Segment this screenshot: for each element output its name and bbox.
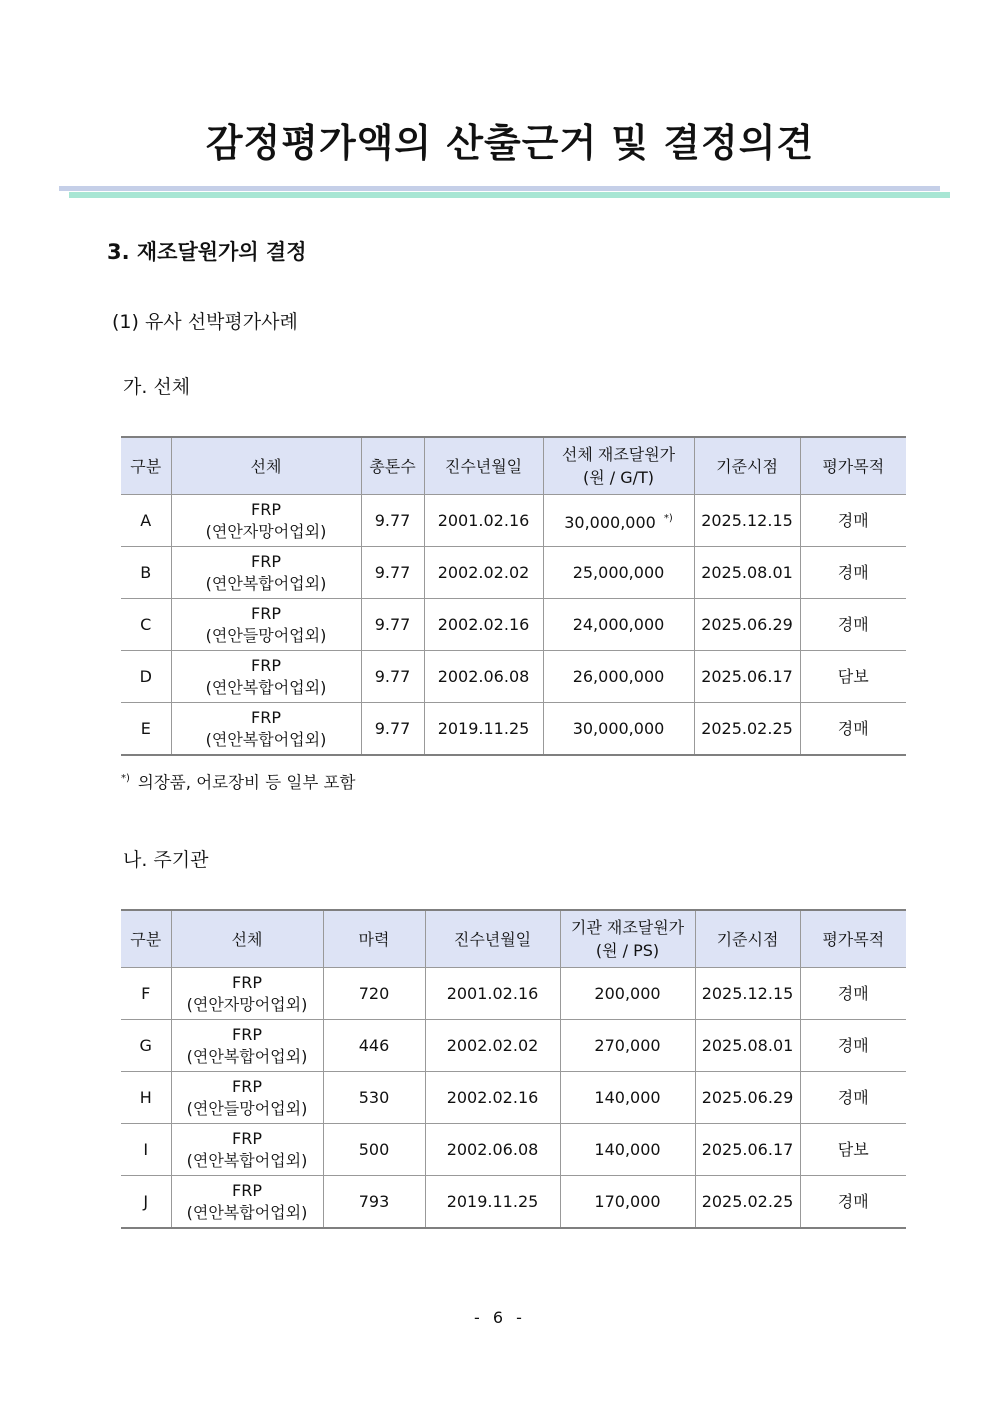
table-row bbox=[121, 1072, 906, 1124]
cell-tonnage: 9.77 bbox=[361, 547, 424, 599]
cell-tonnage: 9.77 bbox=[361, 651, 424, 703]
cell-base-date: 2025.08.01 bbox=[695, 1020, 800, 1072]
cell-launch-date: 2002.06.08 bbox=[425, 1124, 560, 1176]
cell-hull-material: FRP bbox=[251, 707, 281, 727]
cell-hull-fishery: (연안들망어업외) bbox=[205, 625, 327, 645]
col-header-tonnage: 총톤수 bbox=[361, 437, 424, 495]
cell-base-date: 2025.12.15 bbox=[694, 495, 800, 547]
cell-id: E bbox=[121, 703, 171, 756]
cell-cost bbox=[560, 1072, 695, 1124]
cell-base-date: 2025.06.29 bbox=[695, 1072, 800, 1124]
cell-purpose: 경매 bbox=[800, 968, 906, 1020]
cell-cost bbox=[560, 1020, 695, 1072]
cell-cost-value: 170,000 bbox=[594, 1191, 661, 1211]
cell-horsepower: 446 bbox=[323, 1020, 425, 1072]
col-header-base-date: 기준시점 bbox=[695, 910, 800, 968]
cell-cost-value: 30,000,000 bbox=[572, 718, 665, 738]
cell-cost-footnote-mark: *) bbox=[663, 512, 673, 524]
cell-purpose: 경매 bbox=[800, 599, 906, 651]
cell-horsepower: 530 bbox=[323, 1072, 425, 1124]
cell-hull bbox=[171, 1020, 323, 1072]
cell-hull bbox=[171, 651, 361, 703]
cell-launch-date: 2019.11.25 bbox=[424, 703, 543, 756]
cell-hull-fishery: (연안자망어업외) bbox=[205, 521, 327, 541]
col-header-purpose: 평가목적 bbox=[800, 437, 906, 495]
cell-cost bbox=[543, 651, 694, 703]
cell-hull bbox=[171, 968, 323, 1020]
cell-launch-date: 2002.06.08 bbox=[424, 651, 543, 703]
table-row bbox=[121, 651, 906, 703]
cell-cost bbox=[543, 547, 694, 599]
cell-base-date: 2025.02.25 bbox=[695, 1176, 800, 1229]
cell-launch-date: 2001.02.16 bbox=[424, 495, 543, 547]
cell-base-date: 2025.06.29 bbox=[694, 599, 800, 651]
hull-table bbox=[121, 436, 906, 756]
cell-purpose: 경매 bbox=[800, 547, 906, 599]
cell-id: G bbox=[121, 1020, 171, 1072]
cell-launch-date: 2002.02.02 bbox=[425, 1020, 560, 1072]
title-rule-top bbox=[59, 186, 940, 191]
cell-cost-value: 270,000 bbox=[594, 1035, 661, 1055]
hull-heading: 가. 선체 bbox=[123, 376, 191, 398]
footnote-mark: *) bbox=[121, 773, 130, 784]
col-header-hull-cost bbox=[543, 437, 694, 495]
cell-tonnage: 9.77 bbox=[361, 495, 424, 547]
col-header-horsepower: 마력 bbox=[323, 910, 425, 968]
page-title: 감정평가액의 산출근거 및 결정의견 bbox=[205, 121, 815, 165]
cell-hull-fishery: (연안자망어업외) bbox=[186, 994, 308, 1014]
cell-launch-date: 2002.02.02 bbox=[424, 547, 543, 599]
cell-id: D bbox=[121, 651, 171, 703]
col-header-engine-cost-label: 기관 재조달원가 bbox=[570, 918, 685, 937]
engine-header-row bbox=[121, 910, 906, 968]
cell-hull-fishery: (연안복합어업외) bbox=[186, 1202, 308, 1222]
cell-hull-material: FRP bbox=[251, 603, 281, 623]
cell-purpose: 담보 bbox=[800, 651, 906, 703]
table-row bbox=[121, 599, 906, 651]
cell-launch-date: 2019.11.25 bbox=[425, 1176, 560, 1229]
cell-hull-fishery: (연안복합어업외) bbox=[205, 677, 327, 697]
table-row bbox=[121, 1124, 906, 1176]
table-row bbox=[121, 1020, 906, 1072]
cell-hull-material: FRP bbox=[232, 1076, 262, 1096]
cell-launch-date: 2002.02.16 bbox=[425, 1072, 560, 1124]
col-header-base-date: 기준시점 bbox=[694, 437, 800, 495]
cell-base-date: 2025.06.17 bbox=[695, 1124, 800, 1176]
cell-cost-value: 25,000,000 bbox=[572, 562, 665, 582]
col-header-purpose: 평가목적 bbox=[800, 910, 906, 968]
cell-hull-material: FRP bbox=[232, 1180, 262, 1200]
col-header-engine-cost bbox=[560, 910, 695, 968]
table-row bbox=[121, 547, 906, 599]
cell-horsepower: 720 bbox=[323, 968, 425, 1020]
cell-cost-value: 30,000,000 bbox=[564, 512, 656, 532]
cell-hull-material: FRP bbox=[232, 1024, 262, 1044]
cell-cost-value: 140,000 bbox=[594, 1087, 661, 1107]
cell-id: J bbox=[121, 1176, 171, 1229]
cell-cost bbox=[543, 495, 694, 547]
table-row bbox=[121, 1176, 906, 1229]
cell-base-date: 2025.02.25 bbox=[694, 703, 800, 756]
cell-hull bbox=[171, 495, 361, 547]
cell-purpose: 경매 bbox=[800, 495, 906, 547]
col-header-hull: 선체 bbox=[171, 910, 323, 968]
cell-id: H bbox=[121, 1072, 171, 1124]
table-row bbox=[121, 495, 906, 547]
col-header-hull: 선체 bbox=[171, 437, 361, 495]
cell-hull-material: FRP bbox=[232, 1128, 262, 1148]
cell-purpose: 경매 bbox=[800, 703, 906, 756]
cell-hull bbox=[171, 1176, 323, 1229]
cell-horsepower: 793 bbox=[323, 1176, 425, 1229]
cell-hull-material: FRP bbox=[251, 499, 281, 519]
title-rule-bottom bbox=[69, 192, 950, 198]
cell-hull-fishery: (연안복합어업외) bbox=[205, 729, 327, 749]
col-header-hull-cost-label: 선체 재조달원가 bbox=[561, 445, 676, 464]
cell-purpose: 담보 bbox=[800, 1124, 906, 1176]
cell-cost-value: 140,000 bbox=[594, 1139, 661, 1159]
table-row bbox=[121, 703, 906, 756]
cell-base-date: 2025.12.15 bbox=[695, 968, 800, 1020]
cell-tonnage: 9.77 bbox=[361, 703, 424, 756]
cell-hull bbox=[171, 1124, 323, 1176]
engine-table bbox=[121, 909, 906, 1229]
col-header-hull-cost-unit: (원 / G/T) bbox=[582, 468, 655, 487]
cell-cost bbox=[560, 968, 695, 1020]
cell-hull bbox=[171, 1072, 323, 1124]
cell-id: F bbox=[121, 968, 171, 1020]
cell-hull-fishery: (연안복합어업외) bbox=[205, 573, 327, 593]
cell-base-date: 2025.08.01 bbox=[694, 547, 800, 599]
cell-id: B bbox=[121, 547, 171, 599]
page-number: - 6 - bbox=[474, 1308, 526, 1327]
engine-heading: 나. 주기관 bbox=[123, 849, 209, 871]
col-header-launch-date: 진수년월일 bbox=[424, 437, 543, 495]
cell-hull bbox=[171, 599, 361, 651]
cell-launch-date: 2001.02.16 bbox=[425, 968, 560, 1020]
cell-id: I bbox=[121, 1124, 171, 1176]
col-header-id: 구분 bbox=[121, 437, 171, 495]
cell-tonnage: 9.77 bbox=[361, 599, 424, 651]
cell-id: A bbox=[121, 495, 171, 547]
cell-cost-value: 200,000 bbox=[594, 983, 661, 1003]
cell-hull-material: FRP bbox=[251, 551, 281, 571]
hull-footnote bbox=[121, 769, 355, 793]
cell-cost-value: 24,000,000 bbox=[572, 614, 665, 634]
footnote-text: 의장품, 어로장비 등 일부 포함 bbox=[137, 773, 356, 792]
cell-id: C bbox=[121, 599, 171, 651]
cell-hull-fishery: (연안복합어업외) bbox=[186, 1046, 308, 1066]
table-row bbox=[121, 968, 906, 1020]
cell-cost bbox=[560, 1124, 695, 1176]
section-heading: 3. 재조달원가의 결정 bbox=[107, 240, 307, 264]
cell-horsepower: 500 bbox=[323, 1124, 425, 1176]
col-header-engine-cost-unit: (원 / PS) bbox=[595, 941, 660, 960]
cell-cost bbox=[543, 703, 694, 756]
cell-hull-material: FRP bbox=[251, 655, 281, 675]
col-header-id: 구분 bbox=[121, 910, 171, 968]
subsection-heading: (1) 유사 선박평가사례 bbox=[112, 311, 298, 333]
cell-cost-value: 26,000,000 bbox=[572, 666, 665, 686]
hull-header-row bbox=[121, 437, 906, 495]
cell-purpose: 경매 bbox=[800, 1176, 906, 1229]
cell-hull-fishery: (연안복합어업외) bbox=[186, 1150, 308, 1170]
cell-base-date: 2025.06.17 bbox=[694, 651, 800, 703]
cell-cost bbox=[543, 599, 694, 651]
cell-hull bbox=[171, 547, 361, 599]
cell-launch-date: 2002.02.16 bbox=[424, 599, 543, 651]
cell-hull bbox=[171, 703, 361, 756]
cell-hull-material: FRP bbox=[232, 972, 262, 992]
col-header-launch-date: 진수년월일 bbox=[425, 910, 560, 968]
cell-cost bbox=[560, 1176, 695, 1229]
cell-purpose: 경매 bbox=[800, 1072, 906, 1124]
cell-hull-fishery: (연안들망어업외) bbox=[186, 1098, 308, 1118]
cell-purpose: 경매 bbox=[800, 1020, 906, 1072]
